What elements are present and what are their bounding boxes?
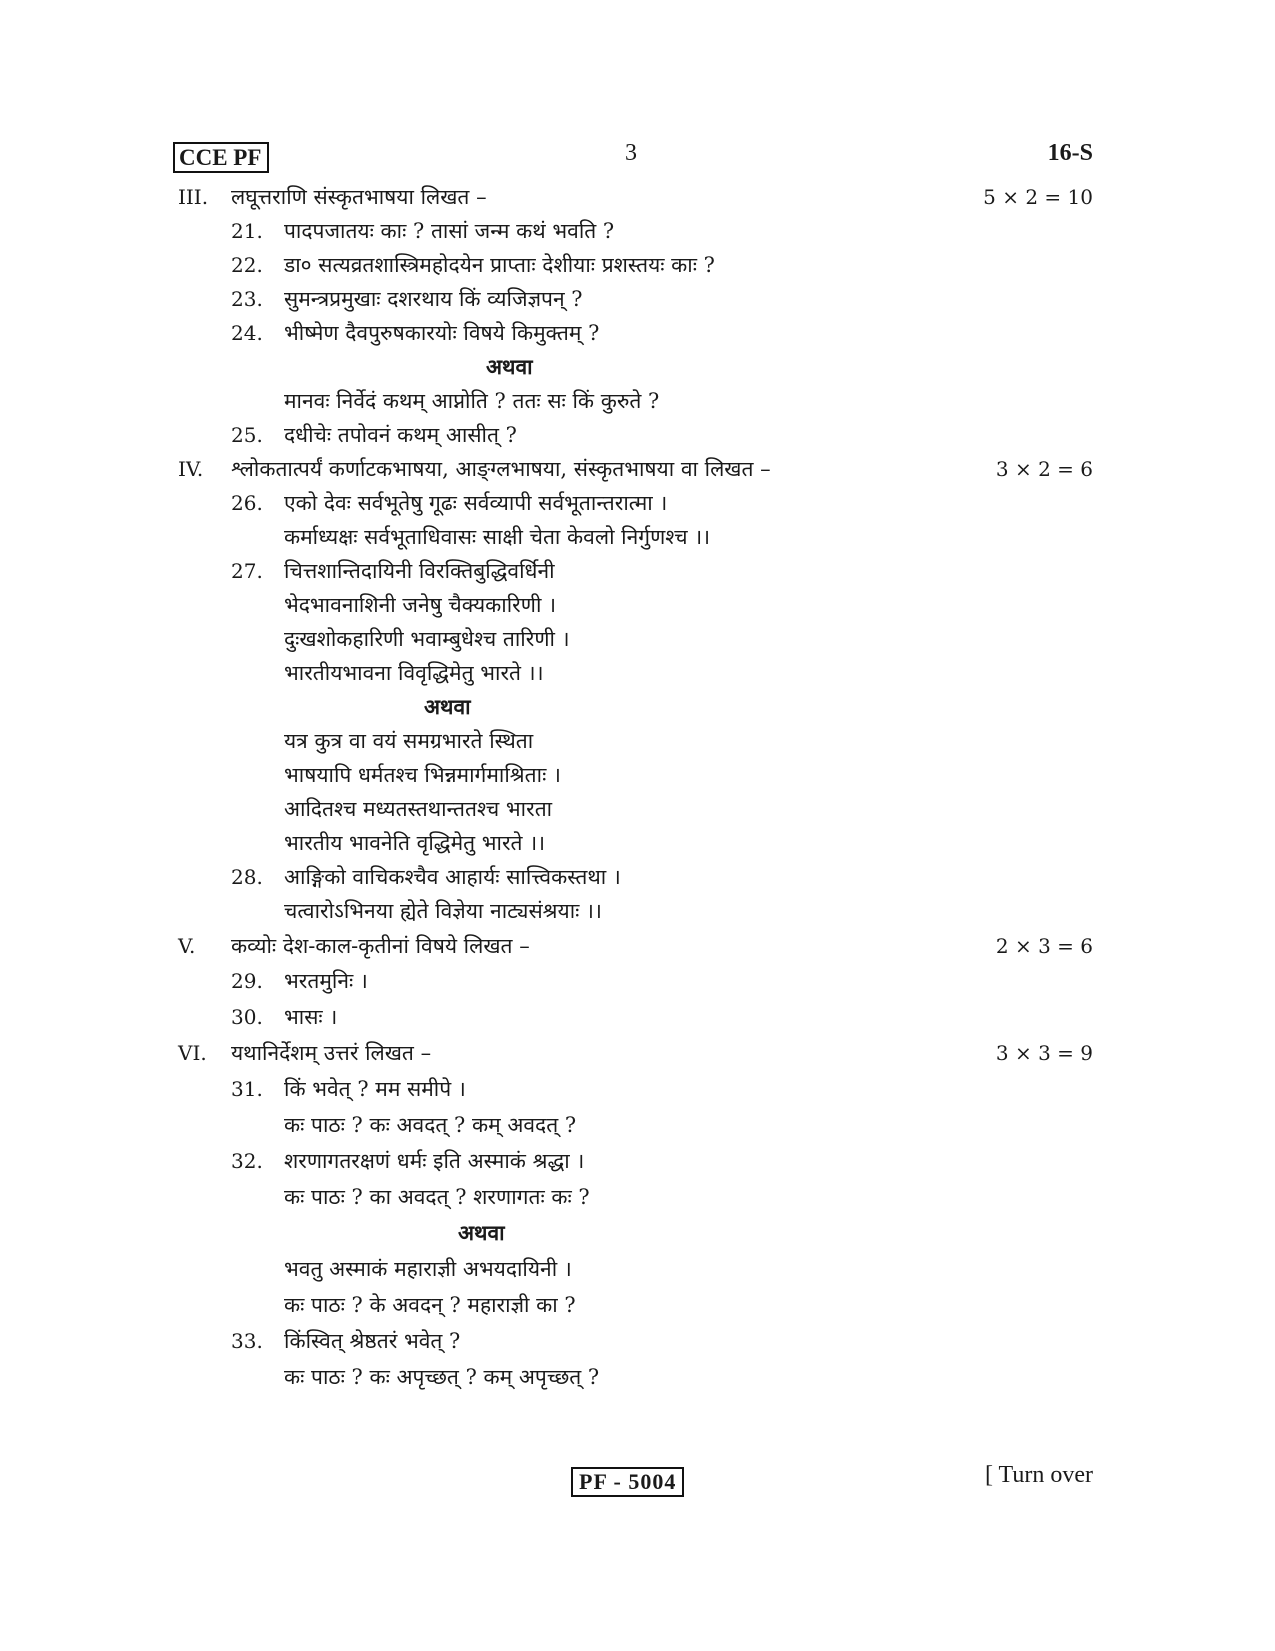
shloka-line: आङ्गिको वाचिकश्चैव आहार्यः सात्त्विकस्तथा ।	[284, 865, 621, 889]
footer-paper-code: PF - 5004	[571, 1467, 684, 1497]
question	[0, 1072, 1275, 1106]
shloka-line: भाषयापि धर्मतश्च भिन्नमार्गमाश्रिताः ।	[284, 763, 561, 787]
section-marks: 3 × 3 = 9	[995, 1041, 1093, 1065]
question-text: भीष्मेण दैवपुरुषकारयोः विषये किमुक्तम् ?	[284, 321, 600, 345]
question-number: 25.	[231, 423, 263, 447]
shloka-line: भारतीयभावना विवृद्धिमेतु भारते ।।	[284, 661, 544, 685]
section-marks: 3 × 2 = 6	[995, 457, 1093, 481]
page-header	[173, 136, 1093, 176]
section-marks: 5 × 2 = 10	[983, 185, 1093, 209]
page-number: 3	[625, 140, 637, 166]
shloka-line: चित्तशान्तिदायिनी विरक्तिबुद्धिवर्धिनी	[284, 559, 555, 583]
section-number: III.	[178, 185, 209, 209]
question	[0, 486, 1275, 520]
athava-label: अथवा	[486, 354, 533, 379]
question-continuation	[0, 792, 1275, 826]
question-text: सुमन्त्रप्रमुखाः दशरथाय किं व्यजिज्ञपन् ?	[284, 287, 583, 311]
question	[0, 1000, 1275, 1034]
question-number: 22.	[231, 253, 263, 277]
question-continuation	[0, 622, 1275, 656]
shloka-line: कर्माध्यक्षः सर्वभूताधिवासः साक्षी चेता केवलो निर्गुणश्च ।।	[284, 525, 711, 549]
section-number: VI.	[178, 1041, 207, 1065]
question-number: 21.	[231, 219, 263, 243]
question-text: पादपजातयः काः ? तासां जन्म कथं भवति ?	[284, 219, 615, 243]
question-continuation	[0, 656, 1275, 690]
question-continuation	[0, 520, 1275, 554]
question-text: भासः ।	[284, 1005, 338, 1029]
question-number: 31.	[231, 1077, 263, 1101]
question-text: शरणागतरक्षणं धर्मः इति अस्माकं श्रद्धा ।	[284, 1149, 585, 1173]
question-number: 24.	[231, 321, 263, 345]
section-instruction: श्लोकतात्पर्यं कर्णाटकभाषया, आङ्ग्लभाषया, संस्कृतभाषया वा लिखत –	[231, 457, 771, 481]
question-number: 29.	[231, 969, 263, 993]
question-continuation	[0, 1180, 1275, 1214]
question	[0, 860, 1275, 894]
shloka-line: चत्वारोऽभिनया ह्येते विज्ञेया नाट्यसंश्रयाः ।।	[284, 899, 602, 923]
turn-over-note: [ Turn over	[984, 1462, 1093, 1488]
question-text: कः पाठः ? कः अवदत् ? कम् अवदत् ?	[284, 1113, 577, 1137]
question	[0, 214, 1275, 248]
section-instruction: यथानिर्देशम् उत्तरं लिखत –	[231, 1041, 432, 1065]
shloka-line: दुःखशोकहारिणी भवाम्बुधेश्च तारिणी ।	[284, 627, 570, 651]
question-number: 26.	[231, 491, 263, 515]
shloka-line: आदितश्च मध्यतस्तथान्ततश्च भारता	[284, 797, 553, 821]
section-marks: 2 × 3 = 6	[995, 934, 1093, 958]
question-continuation	[0, 826, 1275, 860]
question-continuation	[0, 1360, 1275, 1394]
section-heading	[0, 452, 1275, 486]
or-divider	[0, 350, 1275, 384]
question-text: किंस्वित् श्रेष्ठतरं भवेत् ?	[284, 1329, 461, 1353]
section-heading	[0, 929, 1275, 963]
shloka-line: भारतीय भावनेति वृद्धिमेतु भारते ।।	[284, 831, 546, 855]
or-divider	[0, 1216, 1275, 1250]
question-continuation	[0, 1288, 1275, 1322]
shloka-line: यत्र कुत्र वा वयं समग्रभारते स्थिता	[284, 729, 534, 753]
question-number: 27.	[231, 559, 263, 583]
question-continuation	[0, 758, 1275, 792]
question-number: 28.	[231, 865, 263, 889]
question-continuation	[0, 894, 1275, 928]
question	[0, 418, 1275, 452]
athava-label: अथवा	[458, 1220, 505, 1245]
question-text: कः पाठः ? का अवदत् ? शरणागतः कः ?	[284, 1185, 590, 1209]
question-text: कः पाठः ? के अवदन् ? महाराज्ञी का ?	[284, 1293, 576, 1317]
question	[0, 248, 1275, 282]
section-instruction: कव्योः देश-काल-कृतीनां विषये लिखत –	[231, 934, 530, 958]
paper-code: 16-S	[1047, 140, 1093, 166]
section-number: IV.	[178, 457, 204, 481]
question	[0, 554, 1275, 588]
question-text: दधीचेः तपोवनं कथम् आसीत् ?	[284, 423, 517, 447]
question	[0, 964, 1275, 998]
section-heading	[0, 180, 1275, 214]
question-text: कः पाठः ? कः अपृच्छत् ? कम् अपृच्छत् ?	[284, 1365, 600, 1389]
shloka-line: एको देवः सर्वभूतेषु गूढः सर्वव्यापी सर्वभूतान्तरात्मा ।	[284, 491, 668, 515]
or-divider	[0, 690, 1275, 724]
question-continuation	[0, 1108, 1275, 1142]
question-text: किं भवेत् ? मम समीपे ।	[284, 1077, 466, 1101]
shloka-line: भेदभावनाशिनी जनेषु चैक्यकारिणी ।	[284, 593, 557, 617]
section-number: V.	[178, 934, 196, 958]
question-alternative	[0, 1252, 1275, 1286]
question-alternative	[0, 724, 1275, 758]
question-text: मानवः निर्वेदं कथम् आप्नोति ? ततः सः किं कुरुते ?	[284, 389, 660, 413]
section-instruction: लघूत्तराणि संस्कृतभाषया लिखत –	[231, 185, 487, 209]
question-number: 33.	[231, 1329, 263, 1353]
question-text: भरतमुनिः ।	[284, 969, 368, 993]
question-text: भवतु अस्माकं महाराज्ञी अभयदायिनी ।	[284, 1257, 572, 1281]
question	[0, 316, 1275, 350]
question-continuation	[0, 588, 1275, 622]
question	[0, 282, 1275, 316]
exam-code-box: CCE PF	[173, 142, 269, 173]
question-alternative	[0, 384, 1275, 418]
question	[0, 1324, 1275, 1358]
question	[0, 1144, 1275, 1178]
question-number: 23.	[231, 287, 263, 311]
section-heading	[0, 1036, 1275, 1070]
question-number: 30.	[231, 1005, 263, 1029]
athava-label: अथवा	[424, 694, 471, 719]
question-number: 32.	[231, 1149, 263, 1173]
question-text: डा० सत्यव्रतशास्त्रिमहोदयेन प्राप्ताः देशीयाः प्रशस्तयः काः ?	[284, 253, 715, 277]
